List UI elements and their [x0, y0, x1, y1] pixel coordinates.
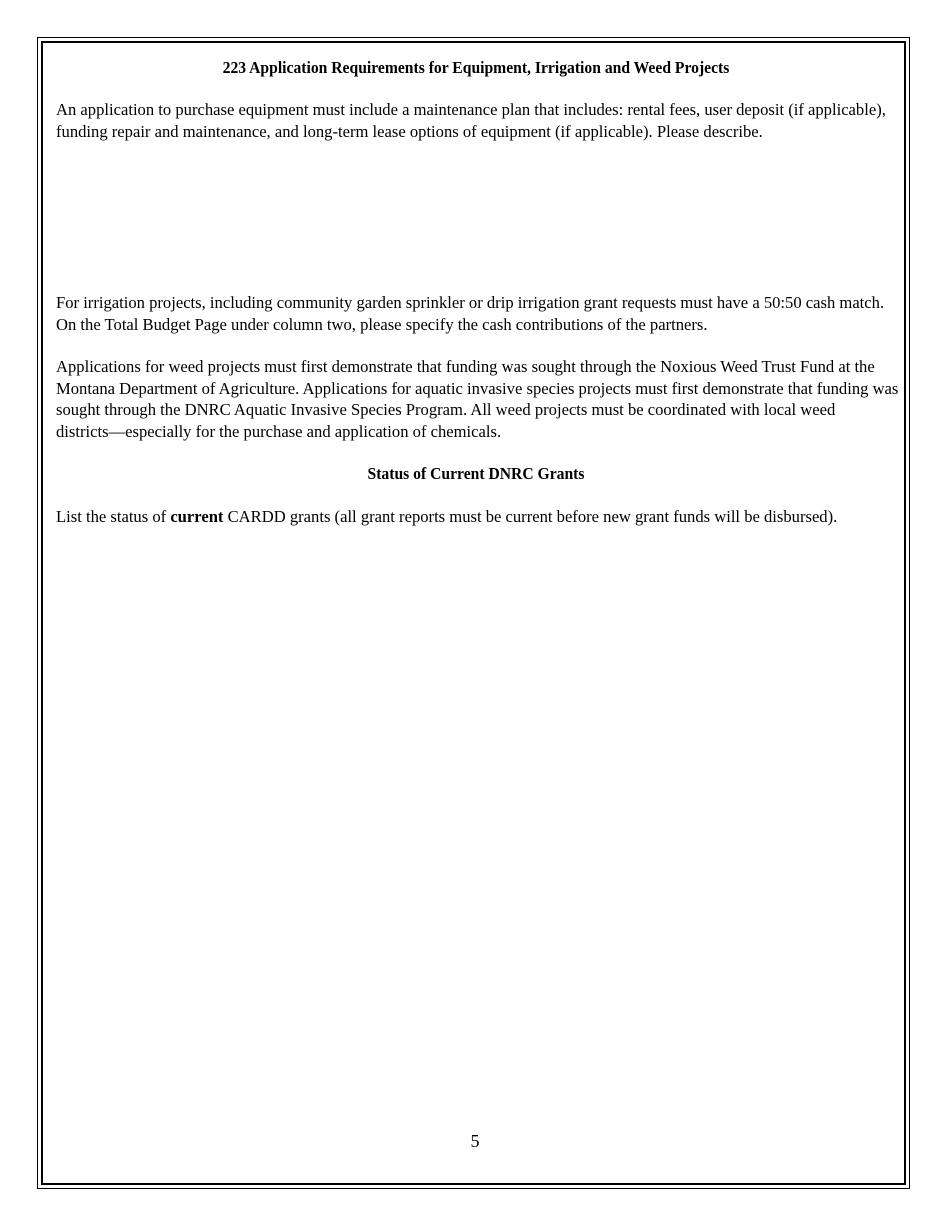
irrigation-paragraph: [56, 292, 896, 335]
equipment-line-1: An application to purchase equipment must include a maintenance plan that includes: rental fees, user deposit (if applicable),: [56, 100, 886, 119]
section-heading-requirements: 223 Application Requirements for Equipment, Irrigation and Weed Projects: [222, 58, 730, 77]
weed-line-2: Montana Department of Agriculture. Applications for aquatic invasive species projects must first demonstrate that funding was: [56, 378, 899, 398]
grant-status-prefix: List the status of: [56, 507, 171, 526]
equipment-paragraph: [56, 99, 896, 142]
page-number: 5: [470, 1131, 480, 1151]
grant-status-suffix: CARDD grants (all grant reports must be current before new grant funds will be disbursed).: [223, 507, 838, 526]
weed-paragraph: [56, 356, 899, 442]
irrigation-line-1: For irrigation projects, including community garden sprinkler or drip irrigation grant requests must have a 50:50 cash match.: [56, 293, 885, 312]
equipment-line-2: funding repair and maintenance, and long-term lease options of equipment (if applicable). Please describe.: [56, 121, 763, 141]
weed-line-1: Applications for weed projects must first demonstrate that funding was sought through the Noxious Weed Trust Fund at the: [56, 357, 875, 376]
grant-status-paragraph: [56, 506, 896, 528]
grant-status-bold: current: [170, 507, 224, 526]
section-heading-grant-status: Status of Current DNRC Grants: [367, 464, 585, 483]
irrigation-line-2: On the Total Budget Page under column two, please specify the cash contributions of the partners.: [56, 314, 708, 334]
weed-line-3: sought through the DNRC Aquatic Invasive Species Program. All weed projects must be coordinated with local weed: [56, 400, 836, 419]
page-border-inner: [41, 41, 906, 1185]
weed-line-4: districts—especially for the purchase and application of chemicals.: [56, 421, 502, 441]
